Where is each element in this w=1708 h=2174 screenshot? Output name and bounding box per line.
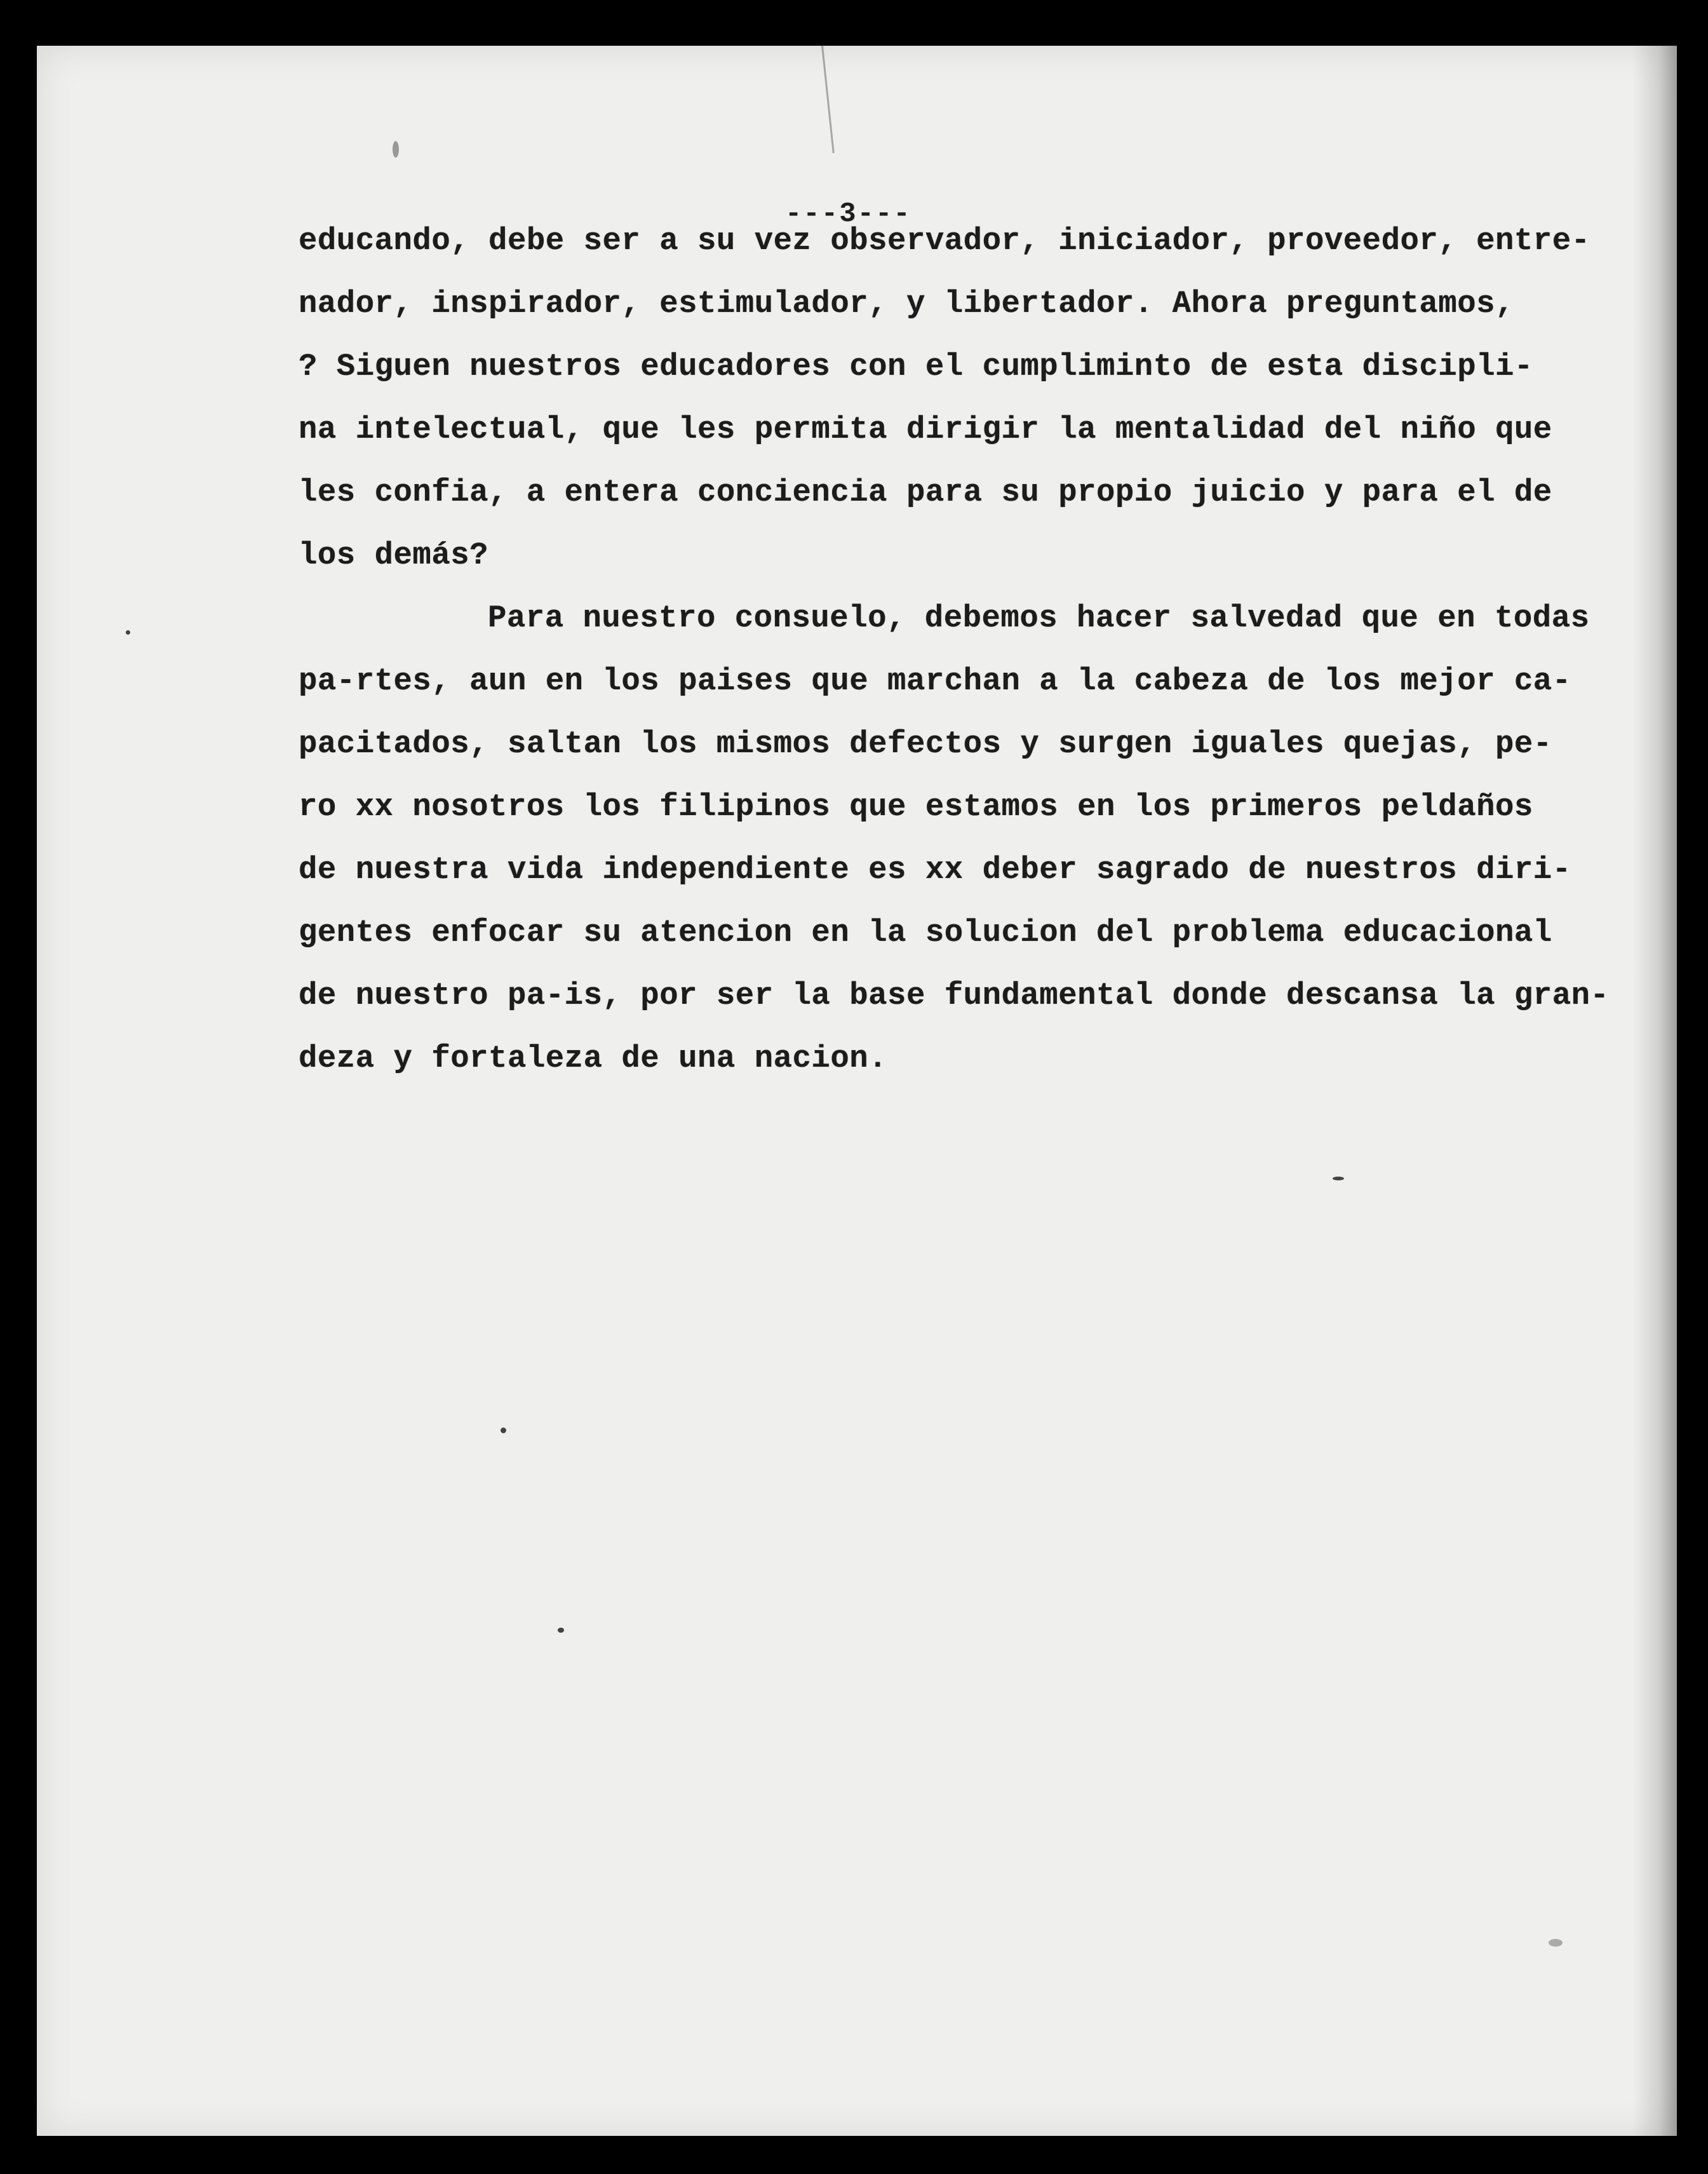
text-line: pacitados, saltan los mismos defectos y surgen iguales quejas, pe-	[299, 726, 1552, 762]
ink-speck	[501, 1428, 506, 1433]
text-line: los demás?	[299, 537, 489, 573]
ink-speck	[393, 141, 399, 158]
page-number: ---3---	[785, 198, 911, 230]
text-line: ? Siguen nuestros educadores con el cumpliminto de esta discipli-	[299, 349, 1533, 384]
ink-speck	[1549, 1939, 1563, 1947]
document-body	[299, 210, 1632, 1090]
ink-speck	[1333, 1177, 1344, 1180]
text-line: ro xx nosotros los filipinos que estamos en los primeros peldaños	[299, 789, 1533, 825]
text-line: na intelectual, que les permita dirigir la mentalidad del niño que	[299, 412, 1552, 447]
text-line: de nuestra vida independiente es xx deber sagrado de nuestros diri-	[299, 852, 1571, 888]
text-line: gentes enfocar su atencion en la solucion del problema educacional	[299, 915, 1552, 950]
ink-speck	[126, 630, 130, 635]
text-line: deza y fortaleza de una nacion.	[299, 1041, 888, 1076]
page-edge-shadow	[1632, 46, 1677, 2136]
text-line: pa-rtes, aun en los paises que marchan a la cabeza de los mejor ca-	[299, 663, 1571, 699]
paper-crease	[821, 46, 835, 153]
ink-speck	[558, 1628, 564, 1633]
text-line: de nuestro pa-is, por ser la base fundamental donde descansa la gran-	[299, 978, 1610, 1013]
text-line: Para nuestro consuelo, debemos hacer salvedad que en todas	[488, 600, 1590, 636]
text-line: nador, inspirador, estimulador, y libertador. Ahora preguntamos,	[299, 286, 1514, 321]
text-line: les confia, a entera conciencia para su propio juicio y para el de	[299, 475, 1552, 510]
text-line: educando, debe ser a su vez observador, iniciador, proveedor, entre-	[299, 223, 1590, 259]
